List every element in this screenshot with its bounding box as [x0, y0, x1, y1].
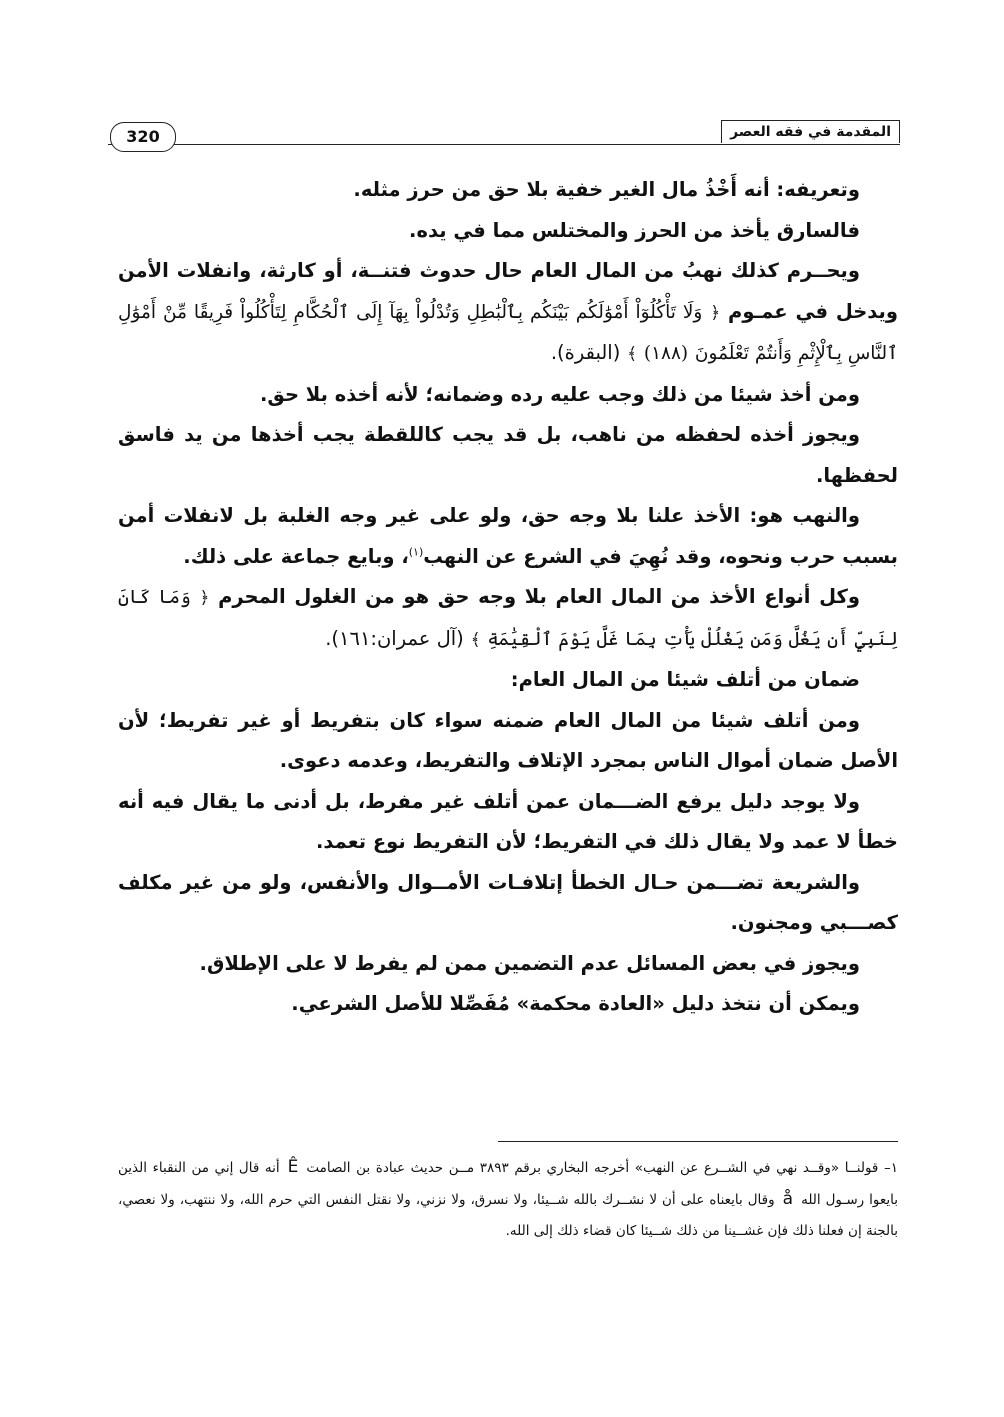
page-number: 320 [110, 122, 176, 152]
footnote-separator [498, 1141, 898, 1142]
quran-verse-baqarah: وَلَا تَأْكُلُوٓاْ أَمْوَٰلَكُم بَيْنَكُم بِٱلْبَٰطِلِ وَتُدْلُواْ بِهَآ إِلَى ٱلْحُكَّامِ لِتَأْكُلُواْ فَرِيقًا مِّنْ أَمْوَٰلِ ٱلنَّاسِ بِٱلْإِثْمِ وَأَنتُمْ تَعْلَمُونَ [118, 301, 898, 364]
surah-reference: (البقرة). [550, 341, 621, 364]
header-rule [108, 144, 900, 145]
quran-verse-al-imran: وَمَا كَانَ لِنَبِيٍّ أَن يَغُلَّ وَمَن يَغْلُلْ يَأْتِ بِمَا غَلَّ يَوْمَ ٱلْقِيَٰمَةِ [118, 587, 898, 650]
honorific-glyph: å [782, 1189, 794, 1209]
paragraph-custom: ويمكن أن نتخذ دليل «العادة محكمة» مُفَصِّلا للأصل الشرعي. [291, 992, 860, 1015]
paragraph-no-evidence: ولا يوجد دليل يرفع الضـــمان عمن أتلف غير مفرط، بل أدنى ما يقال فيه أنه خطأ لا عمد ولا يقال ذلك في التفريط؛ لأن التفريط نوع تعمد. [118, 789, 898, 853]
paragraph-definition: وتعريفه: أنه أَخْذُ مال الغير خفية بلا حق من حرز مثله. [353, 178, 860, 201]
footnote [118, 1152, 898, 1247]
footnote-text: أنه قال إني من النقباء الذين بايعوا رسـول الله [118, 1160, 899, 1208]
paragraph-looting-prohibition [118, 251, 898, 375]
ayah-number: (١٨٨) [643, 343, 689, 364]
ornate-bracket-close: ﴾ [627, 344, 638, 364]
paragraph-nahb-definition [118, 496, 898, 577]
paragraph-safekeeping: ويجوز أخذه لحفظه من ناهب، بل قد يجب كاللقطة يجب أخذها من يد فاسق لحفظها. [118, 423, 898, 487]
footnote-reference: (١) [408, 545, 424, 558]
ornate-bracket-close: ﴾ [470, 629, 481, 650]
paragraph-text-end: ، وبايع جماعة على ذلك. [183, 544, 409, 568]
book-title: المقدمة في فقه العصر [721, 120, 900, 143]
footnote-text: وقال بايعناه على أن لا نشــرك بالله شــيئا، ولا نسرق، ولا نزني، ولا نقتل النفس التي حرم الله، ولا ننتهب، ولا نعصي، بالجنة إن فعلنا ذلك فإن غشــينا من ذلك شــيئا كان قضاء ذلك إلى الله. [118, 1192, 898, 1239]
paragraph-text: والنهب هو: الأخذ علنا بلا وجه حق، ولو على غير وجه الغلبة بل لانفلات أمن بسبب حرب ونحوه، وقد نُهِيَ في الشرع عن النهب [118, 504, 898, 568]
paragraph-ghulul [118, 577, 898, 660]
paragraph-thief: فالسارق يأخذ من الحرز والمختلس مما في يده. [409, 218, 860, 242]
paragraph-sharia: والشريعة تضـــمن حـال الخطأ إتلافـات الأمــوال والأنفس، ولو من غير مكلف كصـــبي ومجنون. [118, 870, 898, 934]
paragraph-text: ويحــرم كذلك نهبُ من المال العام حال حدوث فتنــة، أو كارثة، وانفلات الأمن ويدخل في عمـوم [118, 259, 898, 323]
surah-reference: (آل عمران:١٦١). [325, 626, 464, 650]
page-body [118, 170, 898, 1025]
paragraph-text: وكل أنواع الأخذ من المال العام بلا وجه حق هو من الغلول المحرم [218, 585, 861, 608]
paragraph-return: ومن أخذ شيئا من ذلك وجب عليه رده وضمانه؛ لأنه أخذه بلا حق. [259, 382, 860, 406]
ornate-bracket-open: ﴿ [710, 302, 721, 323]
section-heading: ضمان من أتلف شيئا من المال العام: [510, 668, 860, 691]
paragraph-exceptions: ويجوز في بعض المسائل عدم التضمين ممن لم يفرط لا على الإطلاق. [199, 951, 860, 975]
footnote-text: ١– قولنــا «وقــد نهي في الشــرع عن النهب» أخرجه البخاري برقم ٣٨٩٣ مــن حديث عبادة بن الصامت [306, 1160, 898, 1176]
honorific-glyph: Ê [287, 1157, 299, 1177]
ornate-bracket-open: ﴿ [199, 588, 210, 608]
page-header [108, 118, 900, 146]
paragraph-liability: ومن أتلف شيئا من المال العام ضمنه سواء كان بتفريط أو غير تفريط؛ لأن الأصل ضمان أموال الناس بمجرد الإتلاف والتفريط، وعدمه دعوى. [118, 708, 898, 772]
